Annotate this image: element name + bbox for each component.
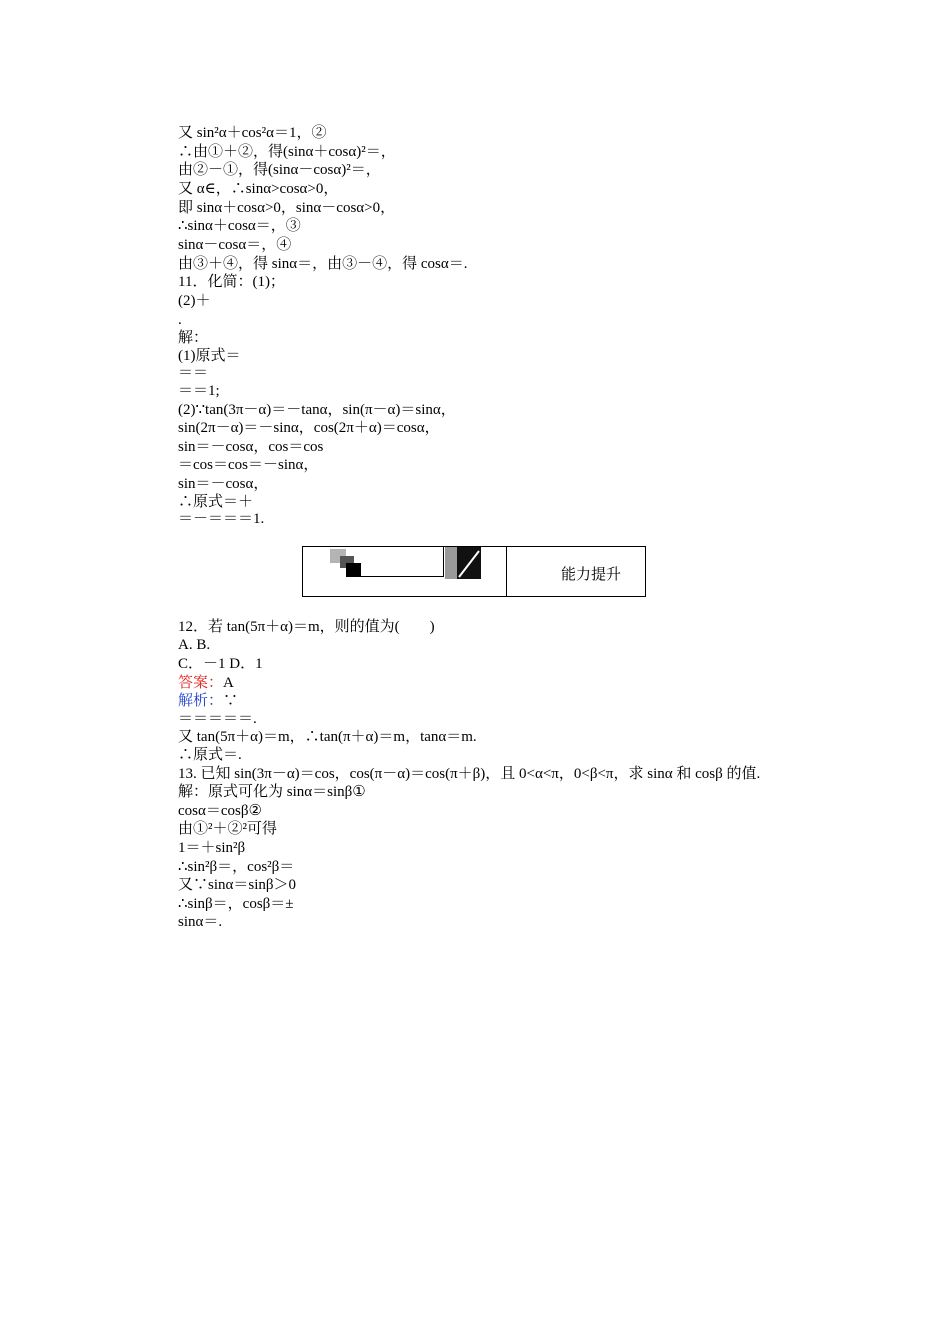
banner-rule [443,547,444,577]
banner-title: 能力提升 [561,565,622,583]
option-line: A. B. [178,637,211,653]
text-line: 由③＋④，得 sinα＝，由③－④，得 cosα＝. [178,256,468,272]
analysis-label: 解析： [178,693,224,709]
text-line: ∴sinα＋cosα＝，③ [178,218,301,234]
text-line: sin＝－cosα， [178,476,269,492]
text-line: (2)＋ [178,293,211,309]
decorative-slash-icon [445,547,481,579]
decorative-square-icon [346,563,361,577]
banner-rule [361,576,444,577]
section-banner [302,546,646,597]
text-line: ＝＝1; [178,383,220,399]
text-line: 由②－①，得(sinα－cosα)²＝， [178,162,381,178]
problem-12-heading: 12．若 tan(5π＋α)＝m，则的值为( ) [178,619,435,635]
text-line: ∴原式＝. [178,747,242,763]
text-line: 又 tan(5π＋α)＝m，∴tan(π＋α)＝m，tanα＝m. [178,729,477,745]
text-line: . [178,312,182,328]
problem-11-heading: 11．化简：(1)； [178,274,285,290]
text-line: 又 sin²α＋cos²α＝1，② [178,125,327,141]
text-line: (2)∵tan(3π－α)＝－tanα，sin(π－α)＝sinα， [178,402,456,418]
text-line: 又∵sinα＝sinβ＞0 [178,877,297,893]
analysis-value: ∵ [223,693,239,709]
text-line: sinα＝. [178,914,223,930]
text-line: sinα－cosα＝，④ [178,237,292,253]
text-line: 即 sinα＋cosα>0，sinα－cosα>0， [178,200,396,216]
text-line: (1)原式＝ [178,348,241,364]
text-line: ∴sinβ＝，cosβ＝± [178,896,294,912]
text-line: 又 α∈，∴sinα>cosα>0， [178,181,339,197]
text-line: 由①²＋②²可得 [178,821,277,837]
text-line: sin(2π－α)＝－sinα，cos(2π＋α)＝cosα， [178,420,440,436]
text-line: 1＝＋sin²β [178,840,246,856]
text-line: ∴由①＋②，得(sinα＋cosα)²＝， [178,144,396,160]
answer-line [178,674,234,692]
option-line: C．－1 D．1 [178,656,263,672]
text-line: ＝－＝＝＝1. [178,511,265,527]
text-line: sin＝－cosα，cos＝cos [178,439,324,455]
text-line: 解：原式可化为 sinα＝sinβ① [178,784,366,800]
answer-value: A [223,675,234,691]
banner-divider [506,547,507,596]
answer-label: 答案： [178,675,224,691]
text-line: cosα＝cosβ② [178,803,262,819]
text-line: ∴sin²β＝，cos²β＝ [178,859,295,875]
text-line: ＝cos＝cos＝－sinα， [178,457,319,473]
text-line: ∴原式＝＋ [178,494,254,510]
analysis-line [178,692,238,710]
text-line: ＝＝ [178,365,209,381]
solution-label: 解： [178,330,209,346]
text-line: ＝＝＝＝＝. [178,711,257,727]
problem-13-heading: 13. 已知 sin(3π－α)＝cos，cos(π－α)＝cos(π＋β)，且 0<α<π，0<β<π，求 sinα 和 cosβ 的值. [178,766,761,782]
